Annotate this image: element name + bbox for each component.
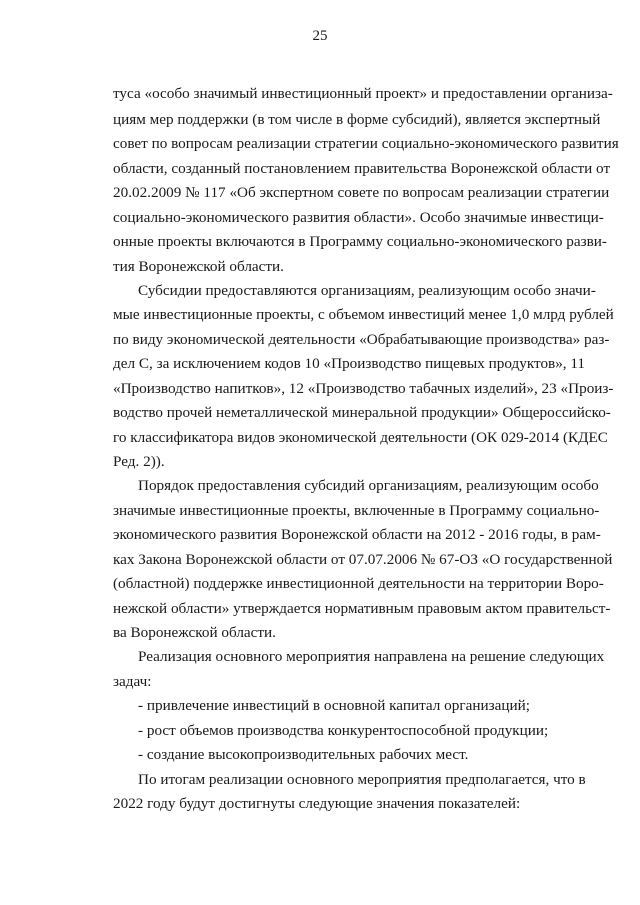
- text-line: социально-экономического развития области». Особо значимые инвестици-: [113, 209, 604, 226]
- text-line: области, созданный постановлением правительства Воронежской области от: [113, 160, 611, 177]
- text-line: циям мер поддержки (в том числе в форме субсидий), является экспертный: [113, 111, 601, 128]
- text-line: По итогам реализации основного мероприятия предполагается, что в: [138, 771, 586, 788]
- text-line: ках Закона Воронежской области от 07.07.2006 № 67-ОЗ «О государственной: [113, 551, 613, 568]
- text-line: нежской области» утверждается нормативным правовым актом правительст-: [113, 600, 611, 617]
- text-line: Субсидии предоставляются организациям, реализующим особо значи-: [138, 282, 596, 299]
- list-item: - рост объемов производства конкурентоспособной продукции;: [138, 722, 549, 739]
- text-line: по виду экономической деятельности «Обрабатывающие производства» раз-: [113, 331, 610, 348]
- text-line: (областной) поддержке инвестиционной деятельности на территории Воро-: [113, 575, 604, 592]
- text-line: значимые инвестиционные проекты, включенные в Программу социально-: [113, 502, 600, 519]
- text-line: дел С, за исключением кодов 10 «Производство пищевых продуктов», 11: [113, 355, 586, 372]
- text-line: экономического развития Воронежской области на 2012 - 2016 годы, в рам-: [113, 526, 601, 543]
- text-line: го классификатора видов экономической деятельности (ОК 029-2014 (КДЕС: [113, 429, 608, 446]
- text-line: водство прочей неметаллической минеральной продукции» Общероссийско-: [113, 404, 611, 421]
- page-number: 25: [312, 28, 328, 44]
- text-line: 20.02.2009 № 117 «Об экспертном совете по вопросам реализации стратегии: [113, 184, 610, 201]
- text-line: «Производство напитков», 12 «Производство табачных изделий», 23 «Произ-: [113, 380, 614, 397]
- text-line: совет по вопросам реализации стратегии социально-экономического развития: [113, 135, 619, 152]
- text-line: тия Воронежской области.: [113, 258, 284, 275]
- text-line: 2022 году будут достигнуты следующие значения показателей:: [113, 795, 521, 812]
- text-line: задач:: [113, 673, 152, 690]
- text-line: ва Воронежской области.: [113, 624, 276, 641]
- list-item: - создание высокопроизводительных рабочих мест.: [138, 746, 469, 763]
- text-line: мые инвестиционные проекты, с объемом инвестиций менее 1,0 млрд рублей: [113, 306, 614, 323]
- text-line: Порядок предоставления субсидий организациям, реализующим особо: [138, 477, 599, 494]
- text-line: Ред. 2)).: [113, 453, 165, 470]
- list-item: - привлечение инвестиций в основной капитал организаций;: [138, 697, 530, 714]
- text-line: туса «особо значимый инвестиционный проект» и предоставлении организа-: [113, 85, 613, 102]
- text-line: онные проекты включаются в Программу социально-экономического разви-: [113, 233, 607, 250]
- text-line: Реализация основного мероприятия направлена на решение следующих: [138, 648, 605, 665]
